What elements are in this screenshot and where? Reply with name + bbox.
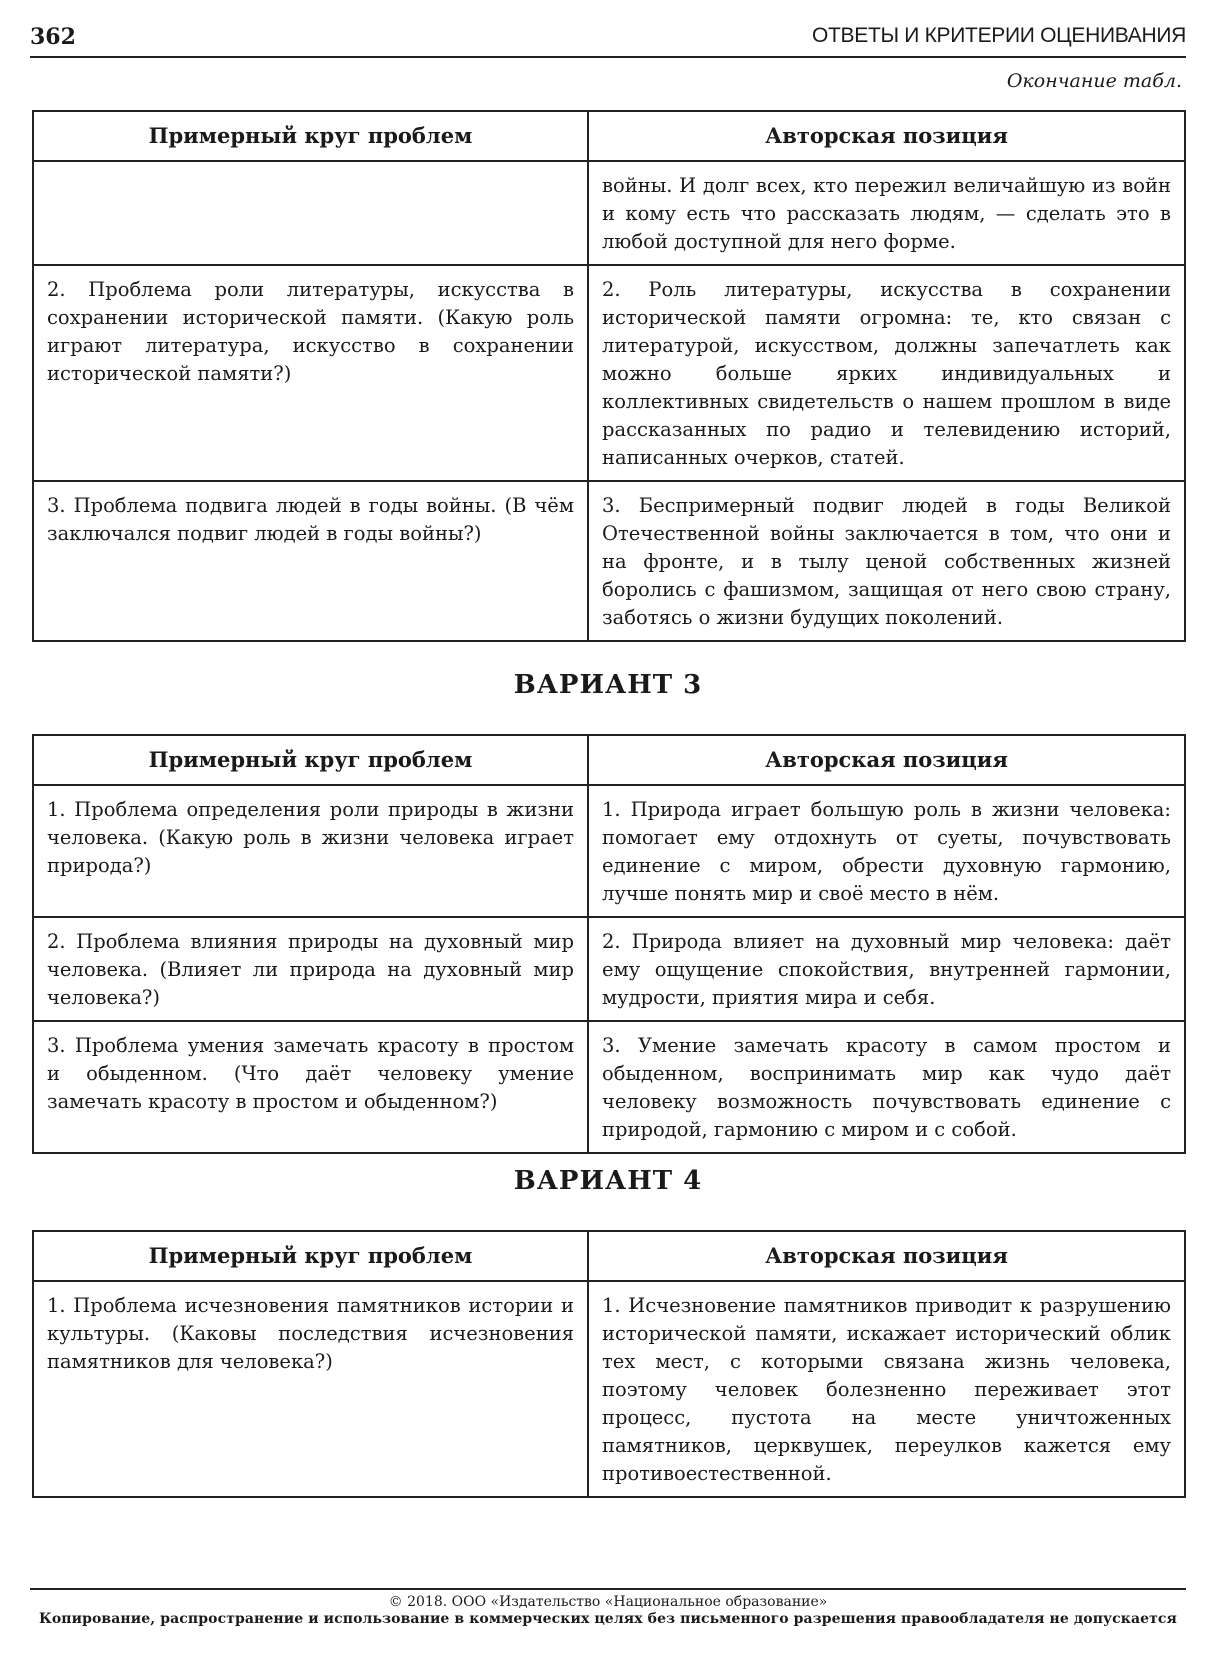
column-header-position: Авторская позиция xyxy=(588,111,1185,161)
table-row xyxy=(33,161,1185,265)
continuation-note: Окончание табл. xyxy=(1006,70,1182,92)
page-header xyxy=(30,20,1186,58)
position-cell: 1. Природа играет большую роль в жизни человека: помогает ему отдохнуть от суеты, почувствовать единение с миром, обрести духовную гармонию, лучше понять мир и своё место в нём. xyxy=(588,785,1185,917)
table-row xyxy=(33,265,1185,481)
table-header-row xyxy=(33,735,1185,785)
position-cell: 2. Роль литературы, искусства в сохранении исторической памяти огромна: те, кто связан с литературой, искусством, должны запечатлеть как можно больше ярких индивидуальных и коллективных свидетельств о нашем прошлом в виде рассказанных по радио и телевидению историй, написанных очерков, статей. xyxy=(588,265,1185,481)
answers-table-variant-4 xyxy=(32,1230,1186,1498)
page-footer xyxy=(30,1588,1186,1628)
column-header-problems: Примерный круг проблем xyxy=(33,1231,588,1281)
position-cell: войны. И долг всех, кто пережил величайшую из войн и кому есть что рассказать людям, — сделать это в любой доступной для него форме. xyxy=(588,161,1185,265)
position-cell: 2. Природа влияет на духовный мир человека: даёт ему ощущение спокойствия, внутренней гармонии, мудрости, приятия мира и себя. xyxy=(588,917,1185,1021)
page-number: 362 xyxy=(30,24,76,50)
column-header-problems: Примерный круг проблем xyxy=(33,111,588,161)
column-header-position: Авторская позиция xyxy=(588,735,1185,785)
variant-3-title: ВАРИАНТ 3 xyxy=(513,670,703,700)
answers-table-variant-3 xyxy=(32,734,1186,1154)
position-cell: 3. Беспримерный подвиг людей в годы Великой Отечественной войны заключается в том, что они и на фронте, и в тылу ценой собственных жизней боролись с фашизмом, защищая от него свою страну, заботясь о жизни будущих поколений. xyxy=(588,481,1185,641)
answers-table-continued xyxy=(32,110,1186,642)
table-row xyxy=(33,1281,1185,1497)
table-row xyxy=(33,785,1185,917)
problem-cell: 3. Проблема подвига людей в годы войны. (В чём заключался подвиг людей в годы войны?) xyxy=(33,481,588,641)
column-header-position: Авторская позиция xyxy=(588,1231,1185,1281)
problem-cell xyxy=(33,161,588,265)
problem-cell: 1. Проблема исчезновения памятников истории и культуры. (Каковы последствия исчезновения памятников для человека?) xyxy=(33,1281,588,1497)
table-row xyxy=(33,1021,1185,1153)
column-header-problems: Примерный круг проблем xyxy=(33,735,588,785)
table-header-row xyxy=(33,111,1185,161)
copyright-line: © 2018. ООО «Издательство «Национальное образование» xyxy=(388,1594,828,1610)
section-title: ОТВЕТЫ И КРИТЕРИИ ОЦЕНИВАНИЯ xyxy=(811,24,1186,47)
problem-cell: 2. Проблема роли литературы, искусства в сохранении исторической памяти. (Какую роль играют литература, искусство в сохранении исторической памяти?) xyxy=(33,265,588,481)
problem-cell: 1. Проблема определения роли природы в жизни человека. (Какую роль в жизни человека играет природа?) xyxy=(33,785,588,917)
table-row xyxy=(33,917,1185,1021)
table-header-row xyxy=(33,1231,1185,1281)
problem-cell: 2. Проблема влияния природы на духовный мир человека. (Влияет ли природа на духовный мир человека?) xyxy=(33,917,588,1021)
problem-cell: 3. Проблема умения замечать красоту в простом и обыденном. (Что даёт человеку умение замечать красоту в простом и обыденном?) xyxy=(33,1021,588,1153)
position-cell: 1. Исчезновение памятников приводит к разрушению исторической памяти, искажает исторический облик тех мест, с которыми связана жизнь человека, поэтому человек болезненно переживает этот процесс, пустота на месте уничтоженных памятников, церквушек, переулков кажется ему противоестественной. xyxy=(588,1281,1185,1497)
variant-4-title: ВАРИАНТ 4 xyxy=(513,1166,703,1196)
table-row xyxy=(33,481,1185,641)
copyright-notice: Копирование, распространение и использование в коммерческих целях без письменного разрешения правообладателя не допускается xyxy=(39,1611,1177,1627)
position-cell: 3. Умение замечать красоту в самом простом и обыденном, воспринимать мир как чудо даёт человеку возможность почувствовать единение с природой, гармонию с миром и с собой. xyxy=(588,1021,1185,1153)
